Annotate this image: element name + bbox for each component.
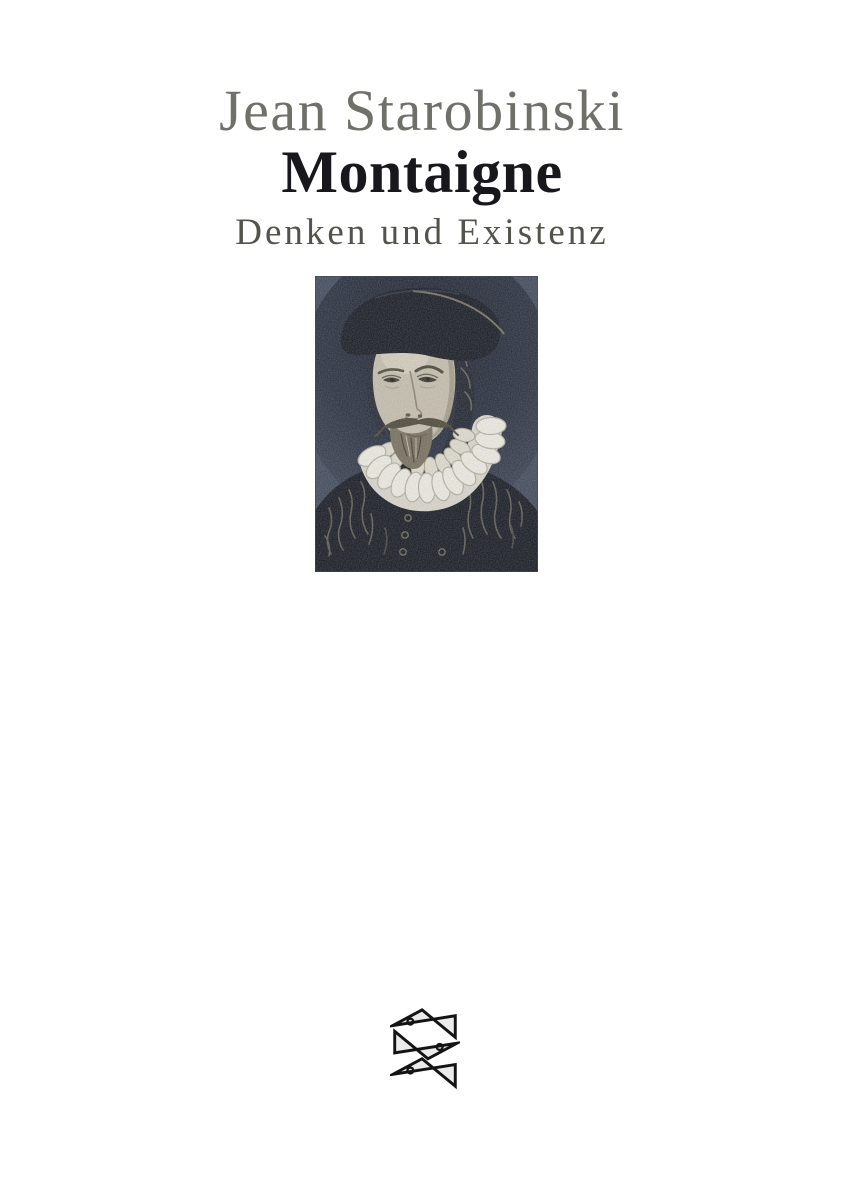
book-subtitle: Denken und Existenz bbox=[235, 212, 609, 253]
grain-overlay-dark bbox=[315, 276, 538, 572]
book-title: Montaigne bbox=[281, 139, 563, 205]
fish-icon-top bbox=[393, 1010, 456, 1037]
author-name: Jean Starobinski bbox=[219, 78, 625, 143]
fischer-verlag-logo bbox=[390, 1006, 460, 1090]
montaigne-engraving bbox=[315, 276, 538, 572]
fish-icon-bottom bbox=[393, 1059, 456, 1086]
fish-icon-middle bbox=[395, 1031, 458, 1058]
three-fish-icon bbox=[390, 1006, 460, 1090]
montaigne-portrait-image bbox=[315, 276, 538, 572]
